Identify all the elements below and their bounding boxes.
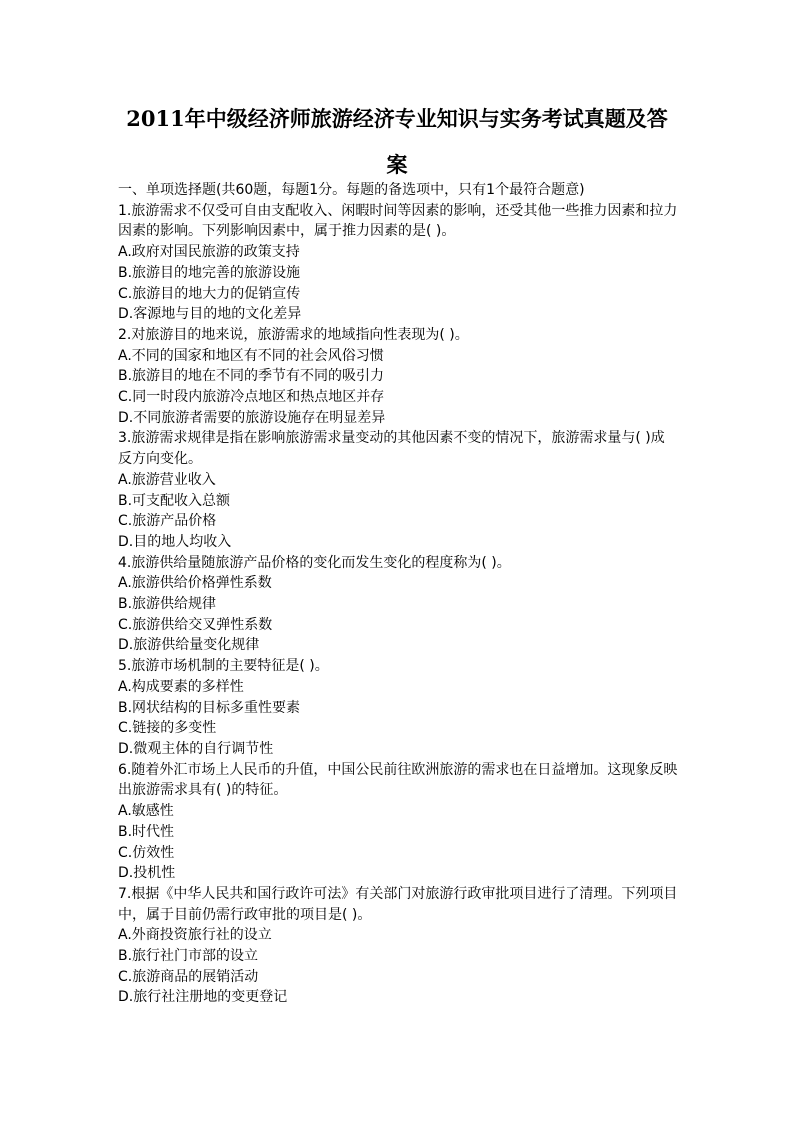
question-3 (118, 428, 678, 552)
option-d: D.投机性 (118, 865, 176, 882)
option-a: A.旅游供给价格弹性系数 (118, 575, 272, 592)
option-b: B.可支配收入总额 (118, 492, 231, 509)
option-d: D.旅行社注册地的变更登记 (118, 989, 288, 1006)
section-heading: 一、单项选择题(共60题，每题1分。每题的备选项中，只有1个最符合题意) (118, 182, 585, 198)
option-a: A.外商投资旅行社的设立 (118, 927, 272, 944)
option-c: C.旅游产品价格 (118, 513, 217, 530)
option-a: A.敏感性 (118, 803, 174, 820)
option-a: A.不同的国家和地区有不同的社会风俗习惯 (118, 347, 384, 364)
option-b: B.旅游目的地完善的旅游设施 (118, 264, 301, 281)
option-b: B.网状结构的目标多重性要素 (118, 699, 301, 716)
option-c: C.仿效性 (118, 844, 175, 861)
question-stem: 4.旅游供给量随旅游产品价格的变化而发生变化的程度称为( )。 (118, 554, 511, 571)
option-d: D.客源地与目的地的文化差异 (118, 306, 302, 323)
option-b: B.旅游供给规律 (118, 596, 217, 613)
option-a: A.政府对国民旅游的政策支持 (118, 244, 300, 261)
question-7 (118, 884, 678, 1008)
question-stem: 2.对旅游目的地来说，旅游需求的地域指向性表现为( )。 (118, 326, 469, 343)
question-stem: 7.根据《中华人民共和国行政许可法》有关部门对旅游行政审批项目进行了清理。下列项目中，属于目前仍需行政审批的项目是( )。 (118, 885, 678, 923)
option-d: D.旅游供给量变化规律 (118, 637, 260, 654)
document-body (118, 180, 678, 1008)
option-d: D.目的地人均收入 (118, 533, 232, 550)
option-d: D.微观主体的自行调节性 (118, 740, 274, 757)
question-stem: 6.随着外汇市场上人民币的升值，中国公民前往欧洲旅游的需求也在日益增加。这现象反映出旅游需求具有( )的特征。 (118, 761, 678, 799)
option-c: C.旅游目的地大力的促销宣传 (118, 285, 301, 302)
question-4 (118, 553, 678, 657)
option-c: C.旅游供给交叉弹性系数 (118, 616, 273, 633)
option-d: D.不同旅游者需要的旅游设施存在明显差异 (118, 409, 386, 426)
option-b: B.旅行社门市部的设立 (118, 948, 259, 965)
question-5 (118, 656, 678, 760)
question-1 (118, 201, 678, 325)
question-stem: 3.旅游需求规律是指在影响旅游需求量变动的其他因素不变的情况下，旅游需求量与( )成反方向变化。 (118, 430, 665, 468)
option-c: C.同一时段内旅游冷点地区和热点地区并存 (118, 389, 385, 406)
question-stem: 5.旅游市场机制的主要特征是( )。 (118, 658, 329, 675)
question-stem: 1.旅游需求不仅受可自由支配收入、闲暇时间等因素的影响，还受其他一些推力因素和拉力因素的影响。下列影响因素中，属于推力因素的是( )。 (118, 202, 678, 240)
question-6 (118, 760, 678, 884)
option-a: A.构成要素的多样性 (118, 678, 244, 695)
option-b: B.旅游目的地在不同的季节有不同的吸引力 (118, 368, 385, 385)
option-b: B.时代性 (118, 823, 175, 840)
question-2 (118, 325, 678, 429)
document-title: 2011年中级经济师旅游经济专业知识与实务考试真题及答案 (126, 106, 668, 177)
option-c: C.旅游商品的展销活动 (118, 968, 259, 985)
option-a: A.旅游营业收入 (118, 471, 216, 488)
option-c: C.链接的多变性 (118, 720, 217, 737)
